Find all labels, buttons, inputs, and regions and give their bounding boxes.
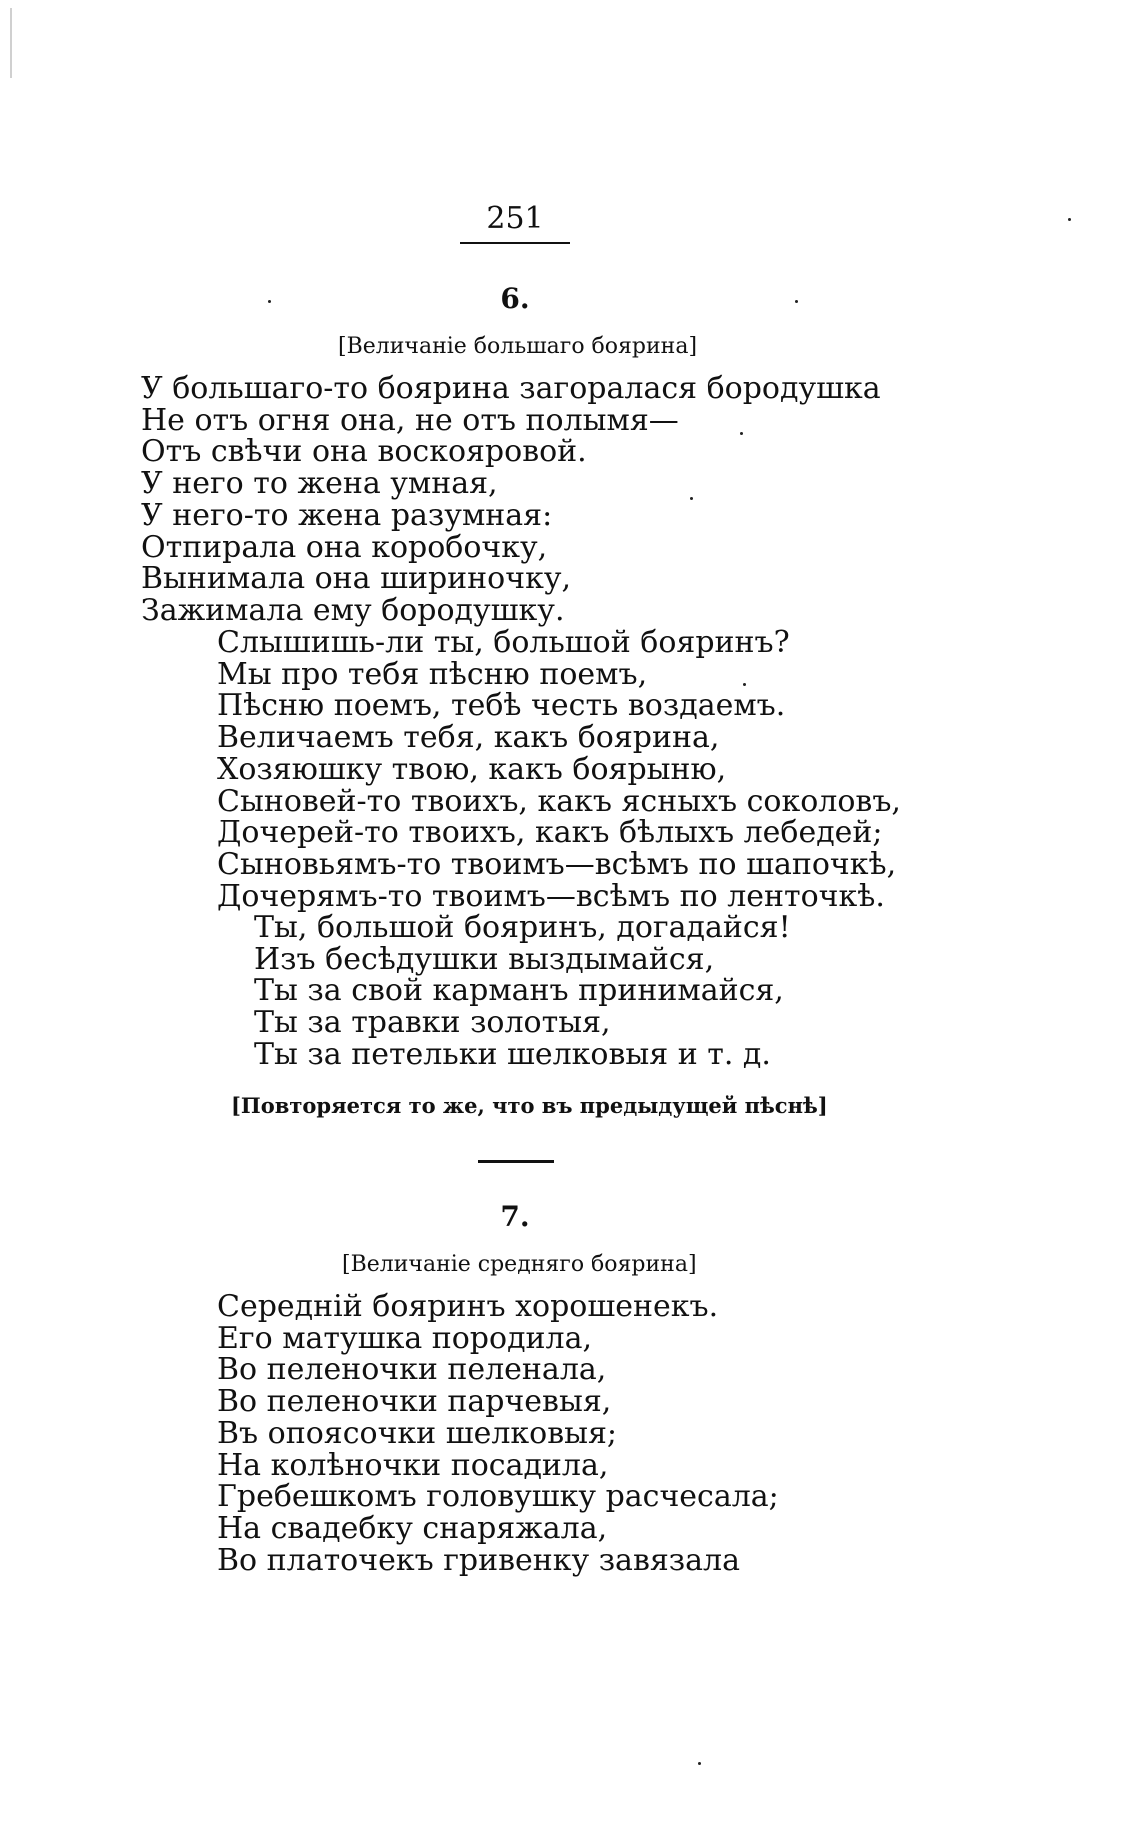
verse-line: На колѣночки посадила, (217, 1447, 609, 1483)
section-separator (478, 1160, 554, 1163)
scan-speck (268, 300, 271, 303)
verse-line: Не отъ огня она, не отъ полымя— (141, 402, 679, 438)
scan-speck (1068, 218, 1071, 221)
scan-margin-mark (10, 8, 12, 78)
scan-speck (740, 432, 743, 435)
verse-line: Вынимала она шириночку, (141, 561, 572, 597)
verse-line: Хозяюшку твою, какъ боярыню, (217, 751, 727, 787)
verse-line: Пѣсню поемъ, тебѣ честь воздаемъ. (217, 688, 786, 724)
scan-speck (743, 683, 746, 686)
section-6-title: [Величаніе большаго боярина] (338, 334, 698, 359)
section-6-stanza-2 (217, 627, 901, 912)
verse-line: Гребешкомъ головушку расчесала; (217, 1479, 779, 1515)
verse-line: Сыновей-то твоихъ, какъ ясныхъ соколовъ, (217, 783, 901, 819)
verse-line: Отъ свѣчи она воскояровой. (141, 434, 587, 470)
section-6-note: [Повторяется то же, что въ предыдущей пѣснѣ] (231, 1093, 828, 1118)
section-6-number: 6. (500, 282, 530, 315)
page-number-rule (460, 242, 570, 244)
verse-line: У него то жена умная, (141, 466, 498, 502)
verse-line: Ты за свой карманъ принимайся, (254, 973, 784, 1009)
scan-speck (795, 300, 798, 303)
verse-line: Во пеленочки пеленала, (217, 1352, 607, 1388)
verse-line: Слышишь-ли ты, большой бояринъ? (217, 625, 790, 660)
verse-line: Ты за петельки шелковыя и т. д. (254, 1036, 771, 1072)
verse-line: Дочерей-то твоихъ, какъ бѣлыхъ лебедей; (217, 815, 883, 851)
section-7-number: 7. (500, 1200, 530, 1233)
section-6-stanza-1 (141, 373, 881, 627)
verse-line: Ты, большой бояринъ, догадайся! (254, 910, 791, 945)
section-6-stanza-3 (254, 912, 791, 1071)
verse-line: Въ опоясочки шелковыя; (217, 1415, 618, 1451)
verse-line: Зажимала ему бородушку. (141, 592, 565, 628)
verse-line: У большаго-то боярина загоралася бородушка (141, 371, 881, 406)
verse-line: У него-то жена разумная: (141, 497, 553, 533)
verse-line: Мы про тебя пѣсню поемъ, (217, 656, 648, 692)
verse-line: Его матушка породила, (217, 1320, 593, 1356)
verse-line: Сыновьямъ-то твоимъ—всѣмъ по шапочкѣ, (217, 846, 897, 882)
verse-line: Величаемъ тебя, какъ боярина, (217, 720, 720, 756)
section-7-stanza-1 (217, 1291, 779, 1576)
verse-line: Отпирала она коробочку, (141, 529, 548, 565)
verse-line: Изъ бесѣдушки выздымайся, (254, 941, 715, 977)
verse-line: Середній бояринъ хорошенекъ. (217, 1289, 719, 1324)
page-number: 251 (486, 201, 544, 236)
verse-line: Ты за травки золотыя, (254, 1005, 611, 1041)
verse-line: Дочерямъ-то твоимъ—всѣмъ по ленточкѣ. (217, 878, 885, 914)
verse-line: Во платочекъ гривенку завязала (217, 1542, 740, 1578)
scan-speck (698, 1762, 701, 1765)
scan-speck (690, 497, 693, 500)
section-7-title: [Величаніе средняго боярина] (342, 1252, 697, 1277)
verse-line: На свадебку снаряжала, (217, 1510, 608, 1546)
verse-line: Во пеленочки парчевыя, (217, 1384, 612, 1420)
